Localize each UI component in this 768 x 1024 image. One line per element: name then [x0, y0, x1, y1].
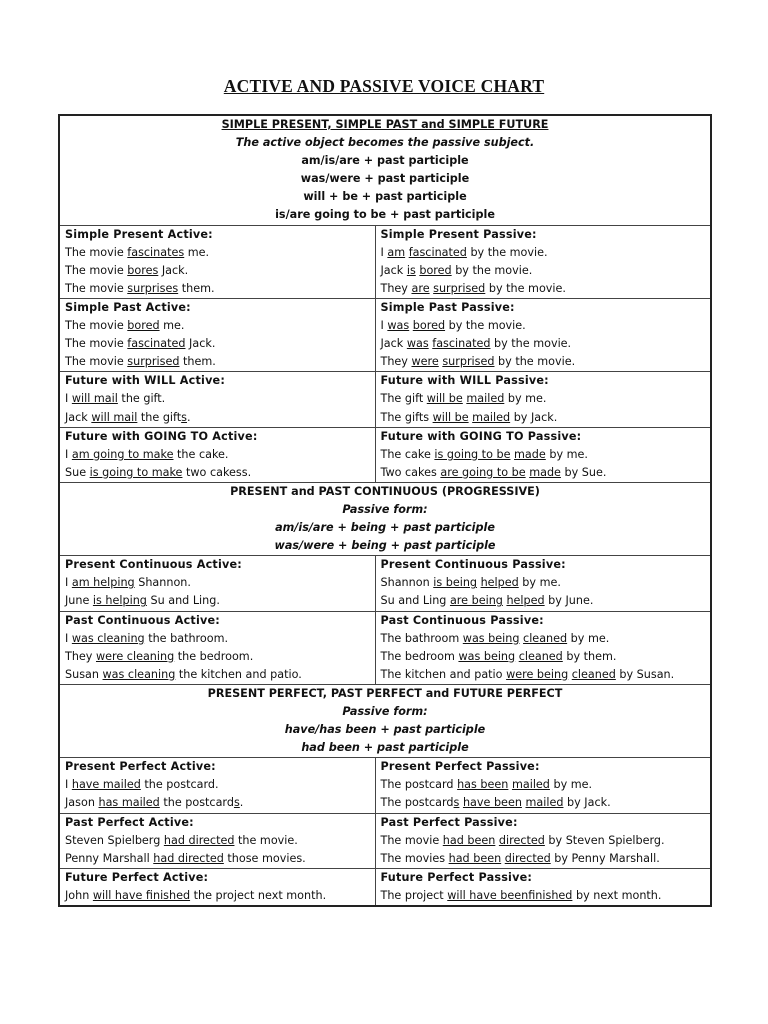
sentence-text: Susan — [65, 667, 103, 681]
underlined-verb: has been — [457, 778, 509, 792]
underlined-verb: fascinated — [432, 337, 491, 351]
sentence-text: They — [380, 355, 412, 369]
sentence-text: The postcard — [380, 778, 458, 792]
sentence-text: by the movie. — [466, 245, 548, 259]
underlined-verb: mailed — [525, 796, 564, 810]
passive-cell — [375, 427, 711, 482]
example-sentence — [65, 353, 375, 371]
underlined-verb: was — [406, 337, 429, 351]
section-formula: was/were + being + past participle — [274, 539, 496, 553]
sentence-text: Penny Marshall — [65, 851, 154, 865]
underlined-verb: s — [181, 410, 188, 424]
sentence-text: by Jack. — [510, 410, 558, 424]
sentence-text: Su and Ling. — [146, 594, 220, 608]
active-cell — [59, 758, 375, 813]
sentence-text: them. — [179, 355, 216, 369]
underlined-verb: are going to be — [440, 465, 526, 479]
underlined-verb: am going to make — [71, 447, 174, 461]
sentence-text: by the movie. — [451, 263, 533, 277]
underlined-verb: cleaned — [518, 649, 563, 663]
underlined-verb: bored — [412, 319, 446, 333]
sentence-text: . — [187, 410, 191, 424]
example-row — [59, 611, 711, 684]
underlined-verb: bored — [419, 263, 452, 277]
underlined-verb: helped — [506, 594, 545, 608]
underlined-verb: surprised — [442, 355, 495, 369]
sentence-text: The bedroom — [380, 649, 459, 663]
underlined-verb: mailed — [511, 778, 550, 792]
section-formula: will + be + past participle — [303, 190, 467, 204]
example-sentence — [65, 464, 375, 482]
sentence-text: the movie. — [234, 833, 298, 847]
sentence-text: The kitchen and patio — [380, 667, 507, 681]
passive-label: Simple Present Passive: — [380, 227, 537, 241]
underlined-verb: surprised — [127, 355, 180, 369]
sentence-text: The movie — [380, 833, 443, 847]
underlined-verb: fascinated — [127, 337, 186, 351]
underlined-verb: is being — [433, 576, 478, 590]
section-header — [59, 684, 711, 757]
example-sentence — [65, 317, 375, 335]
sentence-text: The movie — [65, 355, 128, 369]
sentence-text: Jack — [380, 337, 407, 351]
example-sentence — [381, 794, 711, 812]
active-label: Future with WILL Active: — [65, 374, 226, 388]
sentence-text: the kitchen and patio. — [175, 667, 302, 681]
section-formula: is/are going to be + past participle — [275, 208, 495, 222]
example-sentence — [65, 390, 375, 408]
active-cell — [59, 427, 375, 482]
underlined-verb: has mailed — [98, 796, 160, 810]
example-sentence — [381, 464, 711, 482]
underlined-verb: were being — [506, 667, 569, 681]
sentence-text: Two cakes — [380, 465, 441, 479]
active-label: Present Continuous Active: — [65, 558, 242, 572]
sentence-text: by Penny Marshall. — [550, 851, 660, 865]
active-label: Past Perfect Active: — [65, 815, 194, 829]
underlined-verb: was cleaning — [71, 631, 145, 645]
active-label: Present Perfect Active: — [65, 760, 216, 774]
sentence-text: Su and Ling — [380, 594, 450, 608]
sentence-text: The movie — [65, 263, 128, 277]
example-sentence — [381, 244, 711, 262]
underlined-verb: is helping — [92, 594, 147, 608]
sentence-text: I — [65, 576, 72, 590]
underlined-verb: is — [406, 263, 416, 277]
sentence-text: s — [241, 465, 248, 479]
example-sentence — [381, 446, 711, 464]
example-sentence — [381, 409, 711, 427]
sentence-text: I — [65, 778, 72, 792]
section-formula: Passive form: — [342, 502, 428, 516]
underlined-verb: bored — [127, 319, 160, 333]
sentence-text: by the movie. — [445, 319, 526, 333]
sentence-text: Sue — [65, 465, 90, 479]
example-sentence — [65, 850, 375, 868]
example-row — [59, 427, 711, 482]
section-header-row — [59, 115, 711, 225]
example-sentence — [65, 648, 375, 666]
example-row — [59, 298, 711, 371]
sentence-text: The gifts — [380, 410, 433, 424]
section-formula: Passive form: — [342, 705, 428, 718]
section-title: SIMPLE PRESENT, SIMPLE PAST and SIMPLE FUTURE — [221, 118, 549, 131]
underlined-verb: directed — [504, 851, 551, 865]
sentence-text: by me. — [549, 778, 593, 792]
sentence-text: by June. — [544, 594, 594, 608]
underlined-verb: am — [387, 245, 406, 259]
sentence-text: Jack. — [185, 337, 216, 351]
example-sentence — [65, 832, 375, 850]
example-sentence — [381, 630, 711, 648]
sentence-text: Jack — [380, 263, 407, 277]
example-sentence — [381, 832, 711, 850]
example-sentence — [65, 887, 375, 905]
sentence-text: They — [65, 649, 96, 663]
example-sentence — [381, 666, 711, 684]
example-row — [59, 556, 711, 611]
sentence-text: the bedroom. — [174, 649, 254, 663]
sentence-text: I — [65, 392, 72, 406]
sentence-text: the gift — [137, 410, 182, 424]
sentence-text: Steven Spielberg — [65, 833, 164, 847]
section-header-row — [59, 684, 711, 757]
active-cell — [59, 225, 375, 298]
section-formula: am/is/are + being + past participle — [275, 521, 495, 535]
underlined-verb: is going to be — [434, 447, 511, 461]
sentence-text: The movie — [65, 245, 128, 259]
sentence-text: by Susan. — [615, 667, 675, 681]
sentence-text: . — [247, 465, 252, 479]
active-label: Future with GOING TO Active: — [65, 429, 258, 443]
sentence-text: by Jack. — [563, 796, 611, 810]
passive-label: Future with GOING TO Passive: — [380, 429, 582, 443]
underlined-verb: cleaned — [571, 667, 616, 681]
page-title: ACTIVE AND PASSIVE VOICE CHART — [223, 76, 545, 96]
active-label: Future Perfect Active: — [65, 870, 209, 884]
passive-label: Present Perfect Passive: — [380, 760, 540, 774]
sentence-text: I — [65, 631, 72, 645]
passive-label: Present Continuous Passive: — [380, 558, 566, 572]
underlined-verb: will have beenfinished — [447, 888, 573, 902]
passive-label: Past Continuous Passive: — [380, 613, 544, 627]
underlined-verb: made — [529, 465, 561, 479]
example-sentence — [65, 794, 375, 812]
underlined-verb: bores — [127, 263, 159, 277]
underlined-verb: were — [411, 355, 439, 369]
example-sentence — [381, 353, 711, 371]
section-title: PRESENT PERFECT, PAST PERFECT and FUTURE PERFECT — [207, 686, 563, 700]
underlined-verb: had directed — [153, 851, 224, 865]
sentence-text: them. — [178, 281, 215, 295]
underlined-verb: mailed — [466, 392, 505, 406]
underlined-verb: was being — [458, 649, 516, 663]
underlined-verb: helped — [480, 576, 519, 590]
passive-cell — [375, 813, 711, 868]
section-header-row — [59, 482, 711, 555]
active-label: Simple Present Active: — [65, 227, 213, 241]
active-cell — [59, 813, 375, 868]
chart-body — [59, 115, 711, 906]
example-sentence — [65, 446, 375, 464]
underlined-verb: will mail — [71, 392, 118, 406]
example-sentence — [65, 776, 375, 794]
underlined-verb: was — [387, 319, 410, 333]
example-sentence — [381, 317, 711, 335]
sentence-text: by next month. — [572, 888, 662, 902]
passive-cell — [375, 556, 711, 611]
voice-chart-table — [58, 114, 712, 907]
example-row — [59, 372, 711, 427]
underlined-verb: had been — [448, 851, 502, 865]
sentence-text: The bathroom — [380, 631, 463, 645]
sentence-text: by Steven Spielberg. — [544, 833, 665, 847]
example-sentence — [65, 630, 375, 648]
underlined-verb: have mailed — [71, 778, 141, 792]
example-sentence — [381, 262, 711, 280]
sentence-text: by me. — [567, 631, 610, 645]
passive-label: Past Perfect Passive: — [380, 815, 518, 829]
underlined-verb: s — [233, 796, 240, 810]
example-sentence — [381, 776, 711, 794]
sentence-text: by the movie. — [494, 355, 576, 369]
passive-label: Future with WILL Passive: — [380, 374, 549, 388]
example-sentence — [65, 244, 375, 262]
example-sentence — [381, 592, 711, 610]
sentence-text: by Sue. — [560, 465, 607, 479]
active-cell — [59, 298, 375, 371]
passive-label: Future Perfect Passive: — [380, 870, 533, 884]
active-label: Past Continuous Active: — [65, 613, 220, 627]
sentence-text: The postcard — [380, 796, 454, 810]
example-sentence — [381, 574, 711, 592]
underlined-verb: was cleaning — [102, 667, 176, 681]
sentence-text: The movie — [65, 337, 128, 351]
sentence-text: They — [380, 281, 412, 295]
underlined-verb: s — [453, 796, 460, 810]
sentence-text: I — [380, 319, 388, 333]
underlined-verb: are being — [449, 594, 503, 608]
underlined-verb: will be — [432, 410, 469, 424]
sentence-text: The movies — [380, 851, 449, 865]
underlined-verb: mailed — [472, 410, 511, 424]
example-sentence — [381, 390, 711, 408]
sentence-text: June — [65, 594, 93, 608]
example-row — [59, 758, 711, 813]
passive-cell — [375, 372, 711, 427]
example-sentence — [381, 335, 711, 353]
underlined-verb: made — [514, 447, 546, 461]
section-header — [59, 115, 711, 225]
underlined-verb: fascinates — [127, 245, 185, 259]
passive-cell — [375, 611, 711, 684]
sentence-text: The cake — [380, 447, 435, 461]
passive-label: Simple Past Passive: — [380, 300, 515, 314]
sentence-text: by the movie. — [490, 337, 572, 351]
example-row — [59, 868, 711, 906]
active-cell — [59, 372, 375, 427]
passive-cell — [375, 298, 711, 371]
example-row — [59, 813, 711, 868]
underlined-verb: surprises — [127, 281, 179, 295]
active-cell — [59, 556, 375, 611]
sentence-text: by me. — [545, 447, 588, 461]
active-label: Simple Past Active: — [65, 300, 191, 314]
example-sentence — [381, 648, 711, 666]
sentence-text: Shannon — [380, 576, 434, 590]
sentence-text: by them. — [562, 649, 617, 663]
underlined-verb: will be — [426, 392, 463, 406]
sentence-text: by me. — [504, 392, 547, 406]
sentence-text: The gift — [380, 392, 427, 406]
underlined-verb: will have finished — [92, 888, 191, 902]
sentence-text: by the movie. — [485, 281, 566, 295]
example-sentence — [381, 850, 711, 868]
example-sentence — [381, 887, 711, 905]
sentence-text: those movies. — [223, 851, 306, 865]
active-cell — [59, 868, 375, 906]
underlined-verb: surprised — [433, 281, 486, 295]
example-sentence — [65, 262, 375, 280]
sentence-text: I — [65, 447, 72, 461]
passive-cell — [375, 868, 711, 906]
underlined-verb: cleaned — [523, 631, 568, 645]
underlined-verb: directed — [498, 833, 545, 847]
sentence-text: by me. — [518, 576, 561, 590]
section-header — [59, 482, 711, 555]
underlined-verb: is going to make — [89, 465, 183, 479]
sentence-text: me. — [184, 245, 210, 259]
sentence-text: I — [380, 245, 388, 259]
sentence-text: the postcard. — [140, 778, 219, 792]
section-formula: had been + past participle — [301, 741, 469, 755]
sentence-text: Jack. — [158, 263, 189, 277]
example-sentence — [65, 335, 375, 353]
section-formula: The active object becomes the passive subject. — [235, 136, 535, 150]
sentence-text: Jack — [65, 410, 92, 424]
example-sentence — [65, 574, 375, 592]
underlined-verb: have been — [462, 796, 522, 810]
example-sentence — [381, 280, 711, 298]
sentence-text: The movie — [65, 281, 128, 295]
passive-cell — [375, 225, 711, 298]
example-sentence — [65, 666, 375, 684]
sentence-text: Jason — [65, 796, 99, 810]
example-row — [59, 225, 711, 298]
sentence-text: The project — [380, 888, 448, 902]
underlined-verb: will mail — [91, 410, 138, 424]
sentence-text: the bathroom. — [144, 631, 229, 645]
section-title: PRESENT and PAST CONTINUOUS (PROGRESSIVE) — [230, 484, 540, 498]
underlined-verb: was being — [462, 631, 520, 645]
underlined-verb: are — [411, 281, 430, 295]
example-sentence — [65, 280, 375, 298]
sentence-text: the gift. — [117, 392, 166, 406]
example-sentence — [65, 409, 375, 427]
sentence-text: The movie — [65, 319, 128, 333]
sentence-text: the postcard — [159, 796, 234, 810]
passive-cell — [375, 758, 711, 813]
section-formula: am/is/are + past participle — [301, 154, 469, 168]
example-sentence — [65, 592, 375, 610]
underlined-verb: were cleaning — [95, 649, 175, 663]
sentence-text: the cake. — [173, 447, 229, 461]
sentence-text: Shannon. — [134, 576, 191, 590]
sentence-text: the project next month. — [190, 888, 327, 902]
section-formula: have/has been + past participle — [284, 723, 486, 737]
sentence-text: me. — [159, 319, 185, 333]
underlined-verb: am helping — [71, 576, 135, 590]
sentence-text: . — [239, 796, 244, 810]
section-formula: was/were + past participle — [300, 172, 470, 186]
underlined-verb: had directed — [163, 833, 235, 847]
sentence-text: John — [65, 888, 93, 902]
active-cell — [59, 611, 375, 684]
underlined-verb: had been — [442, 833, 496, 847]
underlined-verb: fascinated — [408, 245, 467, 259]
sentence-text: two cakes — [182, 465, 242, 479]
